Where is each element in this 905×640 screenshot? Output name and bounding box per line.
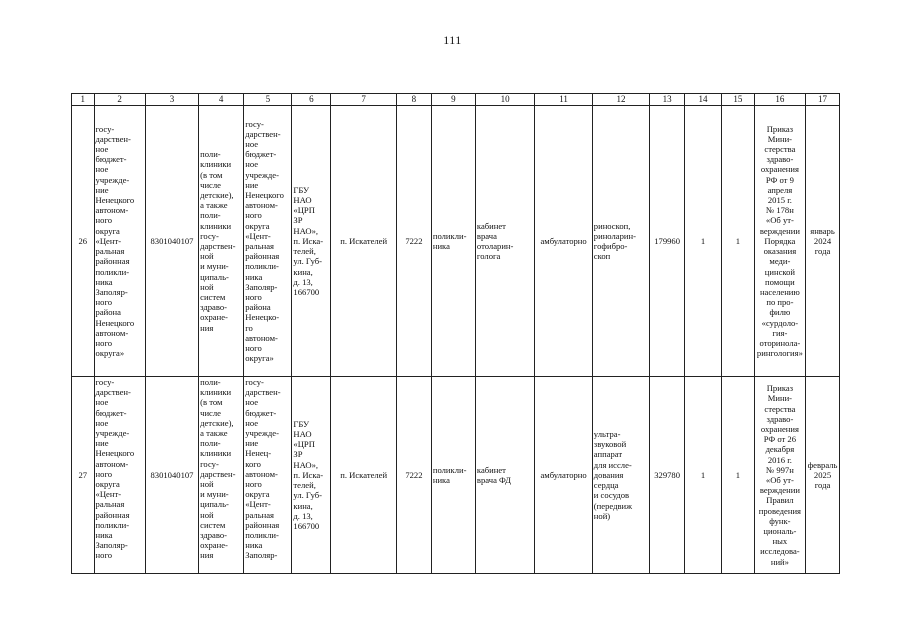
row-number: 27 — [72, 377, 95, 574]
table-row — [72, 377, 840, 574]
code-cell: 7222 — [396, 377, 431, 574]
inn-cell: 8301040107 — [145, 377, 198, 574]
address-cell: ГБУ НАО «ЦРП ЗР НАО», п. Иска- телей, ул. Губ- кина, д. 13, 166700 — [293, 184, 324, 297]
table-row — [72, 106, 840, 377]
column-header: 17 — [806, 94, 840, 106]
division-cell: поликли- ника — [432, 464, 467, 485]
quantity-cell: 1 — [685, 377, 722, 574]
care-type-cell: амбулаторно — [535, 377, 592, 574]
column-header: 8 — [396, 94, 431, 106]
column-header: 9 — [431, 94, 475, 106]
equipment-table — [71, 93, 840, 574]
column-header: 15 — [721, 94, 754, 106]
column-header: 16 — [754, 94, 805, 106]
regulation-cell: Приказ Мини- стерства здраво- охранения РФ от 9 апреля 2015 г. № 178н «Об ут- верждении Порядка оказания меди- цинской помощи населению по про- филю «сурдоло- гия- оторинола- рингология» — [756, 123, 803, 359]
date-cell: февраль 2025 года — [807, 459, 838, 491]
organization-full-name: госу- дарствен- ное бюджет- ное учрежде- ние Ненецкого автоном- ного округа «Цент- ральная районная поликли- ника Заполяр- ного района Ненецко- го автоном- ного округа» — [245, 118, 284, 364]
column-header: 13 — [650, 94, 685, 106]
quantity-cell: 1 — [685, 106, 722, 377]
column-header: 6 — [292, 94, 331, 106]
locality-cell: п. Искателей — [331, 106, 397, 377]
room-cell: кабинет врача ФД — [476, 464, 511, 485]
regulation-cell: Приказ Мини- стерства здраво- охранения РФ от 26 декабря 2016 г. № 997н «Об ут- верждении Правил проведения функ- циональ- ных исследова- ний» — [758, 383, 802, 567]
care-type-cell: амбулаторно — [535, 106, 592, 377]
quantity-cell: 1 — [721, 106, 754, 377]
organization-full-name: госу- дарствен- ное бюджет- ное учрежде- ние Ненец- кого автоном- ного округа «Цент- ральная районная поликли- ника Заполяр- — [245, 377, 281, 561]
price-cell: 179960 — [650, 106, 685, 377]
organization-name: госу- дарствен- ное бюджет- ное учрежде- ние Ненецкого автоном- ного округа «Цент- ральная районная поликли- ника Заполяр- ного района Ненецкого автоном- ного округа» — [95, 123, 135, 359]
column-header: 2 — [94, 94, 145, 106]
locality-cell: п. Искателей — [331, 377, 397, 574]
column-header: 10 — [475, 94, 534, 106]
column-header: 7 — [331, 94, 397, 106]
address-cell: ГБУ НАО «ЦРП ЗР НАО», п. Иска- телей, ул. Губ- кина, д. 13, 166700 — [293, 418, 324, 531]
date-cell: январь 2024 года — [810, 225, 835, 257]
column-number-row — [72, 94, 840, 106]
division-cell: поликли- ника — [432, 230, 467, 251]
column-header: 12 — [592, 94, 649, 106]
column-header: 14 — [685, 94, 722, 106]
price-cell: 329780 — [650, 377, 685, 574]
column-header: 11 — [535, 94, 592, 106]
clinic-type: поли- клиники (в том числе детские), а также поли- клиники госу- дарствен- ной и муни- ципаль- ной систем здраво- охране- ния — [200, 149, 236, 333]
organization-name: госу- дарствен- ное бюджет- ное учрежде- ние Ненецкого автоном- ного округа «Цент- ральная районная поликли- ника Заполяр- ного — [95, 377, 135, 561]
page-number: 111 — [443, 33, 462, 47]
column-header: 4 — [199, 94, 244, 106]
equipment-cell: ультра- звуковой аппарат для иссле- дования сердца и сосудов (передвиж ной) — [593, 429, 633, 521]
inn-cell: 8301040107 — [145, 106, 198, 377]
column-header: 3 — [145, 94, 198, 106]
clinic-type: поли- клиники (в том числе детские), а также поли- клиники госу- дарствен- ной и муни- ципаль- ной систем здраво- охране- ния — [200, 377, 236, 561]
column-header: 5 — [244, 94, 292, 106]
column-header: 1 — [72, 94, 95, 106]
room-cell: кабинет врача отоларин- голога — [476, 220, 514, 262]
equipment-cell: риноскоп, риноларин- гофибро- скоп — [593, 220, 636, 262]
row-number: 26 — [72, 106, 95, 377]
quantity-cell: 1 — [721, 377, 754, 574]
code-cell: 7222 — [396, 106, 431, 377]
